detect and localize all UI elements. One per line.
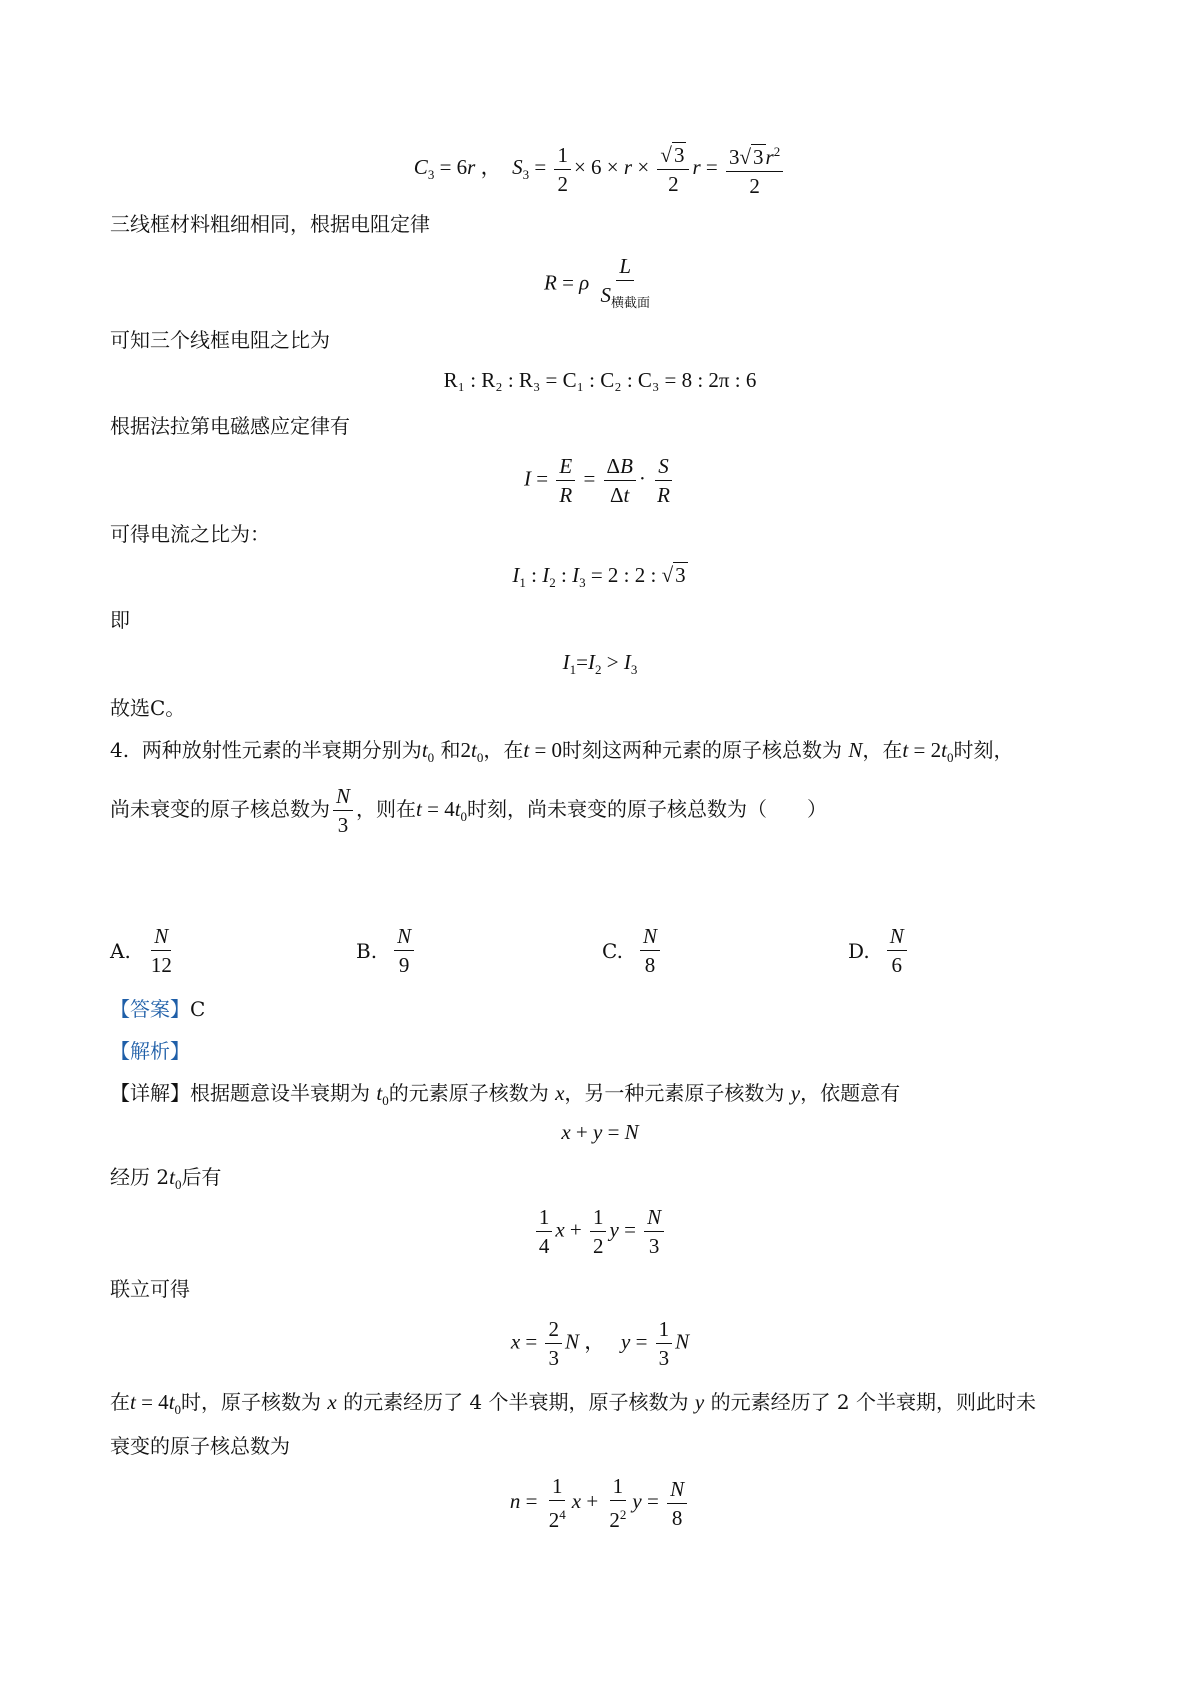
detail-text: 的元素原子核数为 — [388, 1081, 556, 1105]
option-d — [848, 922, 910, 979]
equation-solution: x = $\frac{2}{3}$ N ， y = $\frac{1}{3}$ N — [510, 1317, 690, 1370]
equation-c3-s3: $C_3 = 6r$ ， $S_3$ = $\frac{1}{2}$ × 6 × r × $\frac{√3}{2}$ r = $\frac{3√3r^2}{2}$ — [0, 138, 1200, 200]
question-4-line-1: 4. 两种放射性元素的半衰期分别为$t_0$ 和$2t_0$，在t = 0时刻这两种元素的原子核总数为 N，在$t = 2t_0$时刻， — [110, 738, 1014, 766]
question-text: 两种放射性元素的半衰期分别为 — [141, 738, 422, 762]
analysis-tag: 【解析】 — [110, 1039, 190, 1063]
equation-remaining: n = $\frac{1}{2^4}$ x + $\frac{1}{2^2}$ y = $\frac{N}{8}$ — [0, 1472, 1200, 1534]
paragraph-choose: 故选C。 — [110, 696, 186, 720]
option-label: A. — [110, 938, 131, 963]
paragraph-text: 后有 — [181, 1165, 222, 1189]
question-text: ，在 — [862, 738, 903, 762]
question-text: 时刻， — [953, 738, 1014, 762]
paragraph-frames: 三线框材料粗细相同，根据电阻定律 — [110, 212, 430, 236]
option-numerator: N — [154, 924, 169, 948]
option-numerator: N — [397, 924, 412, 948]
paragraph-text: 在 — [110, 1390, 130, 1414]
answer-value: C — [190, 997, 206, 1021]
question-number: 4. — [110, 738, 130, 762]
paragraph-at-t-line-2: 衰变的原子核总数为 — [110, 1434, 290, 1458]
paragraph-text: 经历 2 — [110, 1165, 170, 1189]
question-text: 和 — [440, 738, 461, 762]
question-text: ，在 — [483, 738, 524, 762]
question-4-line-2: 尚未衰变的原子核总数为 $\frac{N}{3}$ ，则在$t = 4t_0$时刻，尚未衰变的原子核总数为（ ） — [110, 784, 828, 837]
equation-resistance-ratio: R₁ : R₂ : R₃ = C₁ : C₂ : C₃ = 8 : 2π : 6 — [443, 368, 757, 392]
equation-sum: x + y = N — [561, 1120, 639, 1144]
question-text: 时刻这两种元素的原子核总数为 — [562, 738, 843, 762]
option-denominator: 8 — [644, 953, 656, 977]
question-text: 尚未衰变的原子核总数为 — [110, 797, 330, 821]
equation-after-2t0: $\frac{1}{4}$ x + $\frac{1}{2}$ y = $\frac{N}{3}$ — [0, 1203, 1200, 1260]
paragraph-ji: 即 — [110, 608, 130, 632]
option-denominator: 6 — [891, 953, 902, 977]
equation-resistance-law: R = ρ L $S_{横截面}$ — [543, 254, 651, 311]
detail-text: 根据题意设半衰期为 — [190, 1081, 377, 1105]
paragraph-faraday: 根据法拉第电磁感应定律有 — [110, 414, 350, 438]
paragraph-ratio: 可知三个线框电阻之比为 — [110, 328, 330, 352]
question-text: 时刻，尚未衰变的原子核总数为（ ） — [467, 797, 828, 821]
paragraph-after: 经历 $2t_0$后有 — [110, 1165, 222, 1193]
answer-tag: 【答案】 — [110, 997, 190, 1021]
equation-current-ratio: $I_1$ : $I_2$ : $I_3 = 2$ : 2 : √3 — [512, 563, 686, 591]
paragraph-text: 的元素经历了 4 个半衰期，原子核数为 — [343, 1390, 689, 1414]
option-label: D. — [848, 938, 870, 963]
analysis-line — [110, 1037, 190, 1065]
paragraph-text: 时，原子核数为 — [181, 1390, 322, 1414]
option-denominator: 12 — [150, 953, 172, 977]
paragraph-current: 可得电流之比为： — [110, 522, 270, 546]
option-label: B. — [356, 938, 378, 963]
option-denominator: 9 — [398, 953, 410, 977]
paragraph-text: 的元素经历了 2 个半衰期，则此时未 — [710, 1390, 1037, 1414]
option-numerator: N — [642, 924, 657, 948]
option-c — [602, 922, 663, 979]
detail-tag: 【详解】 — [110, 1081, 190, 1105]
equation-current-compare: $I_1=I_2 > I_3$ — [562, 650, 638, 678]
option-a — [110, 922, 178, 979]
paragraph-combine: 联立可得 — [110, 1277, 190, 1301]
detail-line: 【详解】根据题意设半衰期为 $t_0$的元素原子核数为 x，另一种元素原子核数为 y，依题意有 — [110, 1081, 901, 1109]
question-text: ，则在 — [356, 797, 417, 821]
answer-line — [110, 995, 205, 1023]
paragraph-at-t-line-1: 在$t = 4t_0$时，原子核数为 x 的元素经历了 4 个半衰期，原子核数为 y 的元素经历了 2 个半衰期，则此时未 — [110, 1390, 1037, 1418]
equation-faraday: I = $\frac{E}{R}$ = $\frac{\Delta B}{\Delta t}$ · $\frac{S}{R}$ — [524, 454, 670, 507]
detail-text: ，依题意有 — [800, 1081, 901, 1105]
option-label: C. — [602, 938, 623, 963]
option-numerator: N — [889, 924, 904, 948]
option-b — [356, 922, 417, 979]
detail-text: ，另一种元素原子核数为 — [564, 1081, 791, 1105]
cross-section-subscript: 横截面 — [611, 295, 651, 311]
